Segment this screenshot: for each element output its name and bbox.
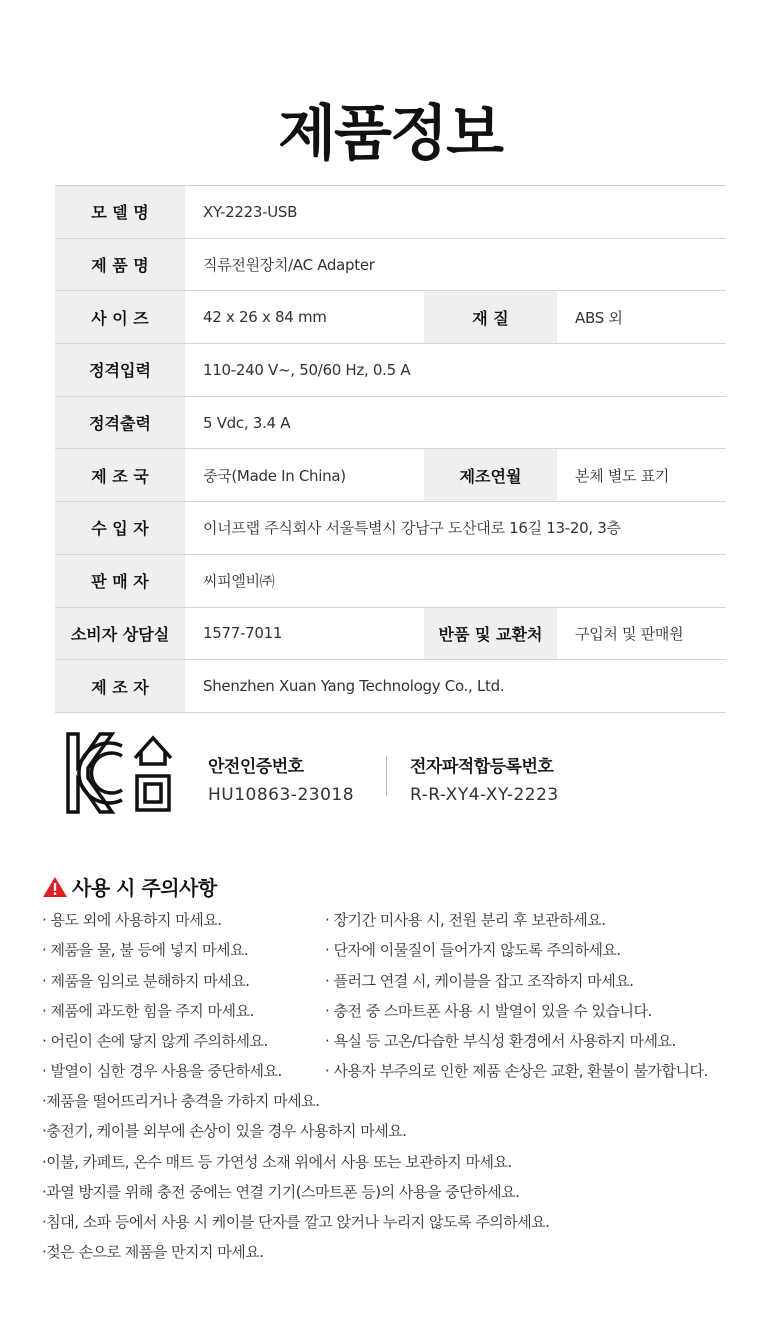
spec-value: 5 Vdc, 3.4 A — [185, 396, 726, 449]
spec-label: 반품 및 교환처 — [424, 607, 557, 660]
caution-list-full — [42, 1086, 549, 1268]
spec-label: 제 조 국 — [55, 449, 185, 502]
caution-item: · 장기간 미사용 시, 전원 분리 후 보관하세요. — [325, 911, 606, 929]
spec-label: 제조연월 — [424, 449, 557, 502]
spec-value: 110-240 V~, 50/60 Hz, 0.5 A — [185, 344, 726, 397]
certification-section — [0, 728, 780, 818]
caution-item: · 제품을 물, 불 등에 넣지 마세요. — [42, 941, 249, 960]
spec-value: 이너프랩 주식회사 서울특별시 강남구 도산대로 16길 13-20, 3층 — [185, 502, 726, 555]
warning-triangle-icon — [42, 876, 68, 898]
spec-label: 제 조 자 — [55, 660, 185, 713]
caution-item: ·침대, 소파 등에서 사용 시 케이블 단자를 깔고 앉거나 누리지 않도록 주의하세요. — [42, 1213, 550, 1232]
spec-label: 정격입력 — [55, 344, 185, 397]
emc-cert-block — [410, 752, 559, 805]
spec-row — [55, 396, 726, 449]
caution-list-right — [325, 905, 708, 1087]
spec-row — [55, 291, 726, 344]
caution-item: · 사용자 부주의로 인한 제품 손상은 교환, 환불이 불가합니다. — [325, 1062, 708, 1081]
spec-label: 재 질 — [424, 291, 557, 344]
caution-item: ·젖은 손으로 제품을 만지지 마세요. — [42, 1243, 264, 1262]
spec-row — [55, 502, 726, 555]
caution-list-left — [42, 905, 282, 1087]
caution-item: · 제품에 과도한 힘을 주지 마세요. — [42, 1001, 254, 1020]
product-spec-table — [55, 185, 726, 713]
caution-item: ·이불, 카페트, 온수 매트 등 가연성 소재 위에서 사용 또는 보관하지 마세요. — [42, 1152, 512, 1171]
spec-value: 직류전원장치/AC Adapter — [185, 238, 726, 291]
page-title: 제품정보 — [278, 99, 502, 169]
caution-item: · 욕실 등 고온/다습한 부식성 환경에서 사용하지 마세요. — [325, 1032, 676, 1051]
spec-row — [55, 238, 726, 291]
spec-label: 모 델 명 — [55, 186, 185, 239]
spec-value: 42 x 26 x 84 mm — [185, 291, 424, 344]
spec-value: 구입처 및 판매원 — [557, 607, 726, 660]
caution-heading — [42, 872, 217, 901]
caution-item: ·과열 방지를 위해 충전 중에는 연결 기기(스마트폰 등)의 사용을 중단하세요. — [42, 1182, 520, 1201]
caution-title: 사용 시 주의사항 — [72, 876, 217, 900]
spec-row — [55, 660, 726, 713]
safety-cert-number: HU10863-23018 — [208, 785, 355, 805]
spec-label: 제 품 명 — [55, 238, 185, 291]
spec-row — [55, 344, 726, 397]
spec-label: 판 매 자 — [55, 554, 185, 607]
spec-value: XY-2223-USB — [185, 186, 726, 239]
spec-value: 씨피엘비㈜ — [185, 554, 726, 607]
spec-value: 중국(Made In China) — [185, 449, 424, 502]
indoor-use-icon — [131, 732, 175, 814]
spec-row — [55, 186, 726, 239]
caution-item: · 발열이 심한 경우 사용을 중단하세요. — [42, 1062, 282, 1081]
caution-item: · 충전 중 스마트폰 사용 시 발열이 있을 수 있습니다. — [325, 1001, 652, 1020]
spec-label: 수 입 자 — [55, 502, 185, 555]
spec-row — [55, 554, 726, 607]
caution-item: · 용도 외에 사용하지 마세요. — [42, 911, 222, 929]
kc-mark-icon — [66, 732, 124, 814]
spec-row — [55, 607, 726, 660]
spec-label: 소비자 상담실 — [55, 607, 185, 660]
spec-value: Shenzhen Xuan Yang Technology Co., Ltd. — [185, 660, 726, 713]
safety-cert-heading: 안전인증번호 — [208, 757, 304, 777]
safety-cert-block — [208, 752, 354, 805]
spec-value: ABS 외 — [557, 291, 726, 344]
caution-item: · 제품을 임의로 분해하지 마세요. — [42, 971, 250, 990]
caution-item: · 어린이 손에 닿지 않게 주의하세요. — [42, 1032, 268, 1051]
spec-row — [55, 449, 726, 502]
caution-item: ·제품을 떨어뜨리거나 충격을 가하지 마세요. — [42, 1092, 320, 1110]
caution-item: · 단자에 이물질이 들어가지 않도록 주의하세요. — [325, 941, 621, 960]
emc-cert-heading: 전자파적합등록번호 — [410, 757, 554, 777]
caution-item: · 플러그 연결 시, 케이블을 잡고 조작하지 마세요. — [325, 971, 634, 990]
spec-value: 본체 별도 표기 — [557, 449, 726, 502]
cert-divider — [386, 756, 387, 796]
spec-value: 1577-7011 — [185, 607, 424, 660]
emc-cert-number: R-R-XY4-XY-2223 — [410, 785, 559, 805]
caution-item: ·충전기, 케이블 외부에 손상이 있을 경우 사용하지 마세요. — [42, 1122, 407, 1141]
spec-label: 정격출력 — [55, 396, 185, 449]
spec-label: 사 이 즈 — [55, 291, 185, 344]
